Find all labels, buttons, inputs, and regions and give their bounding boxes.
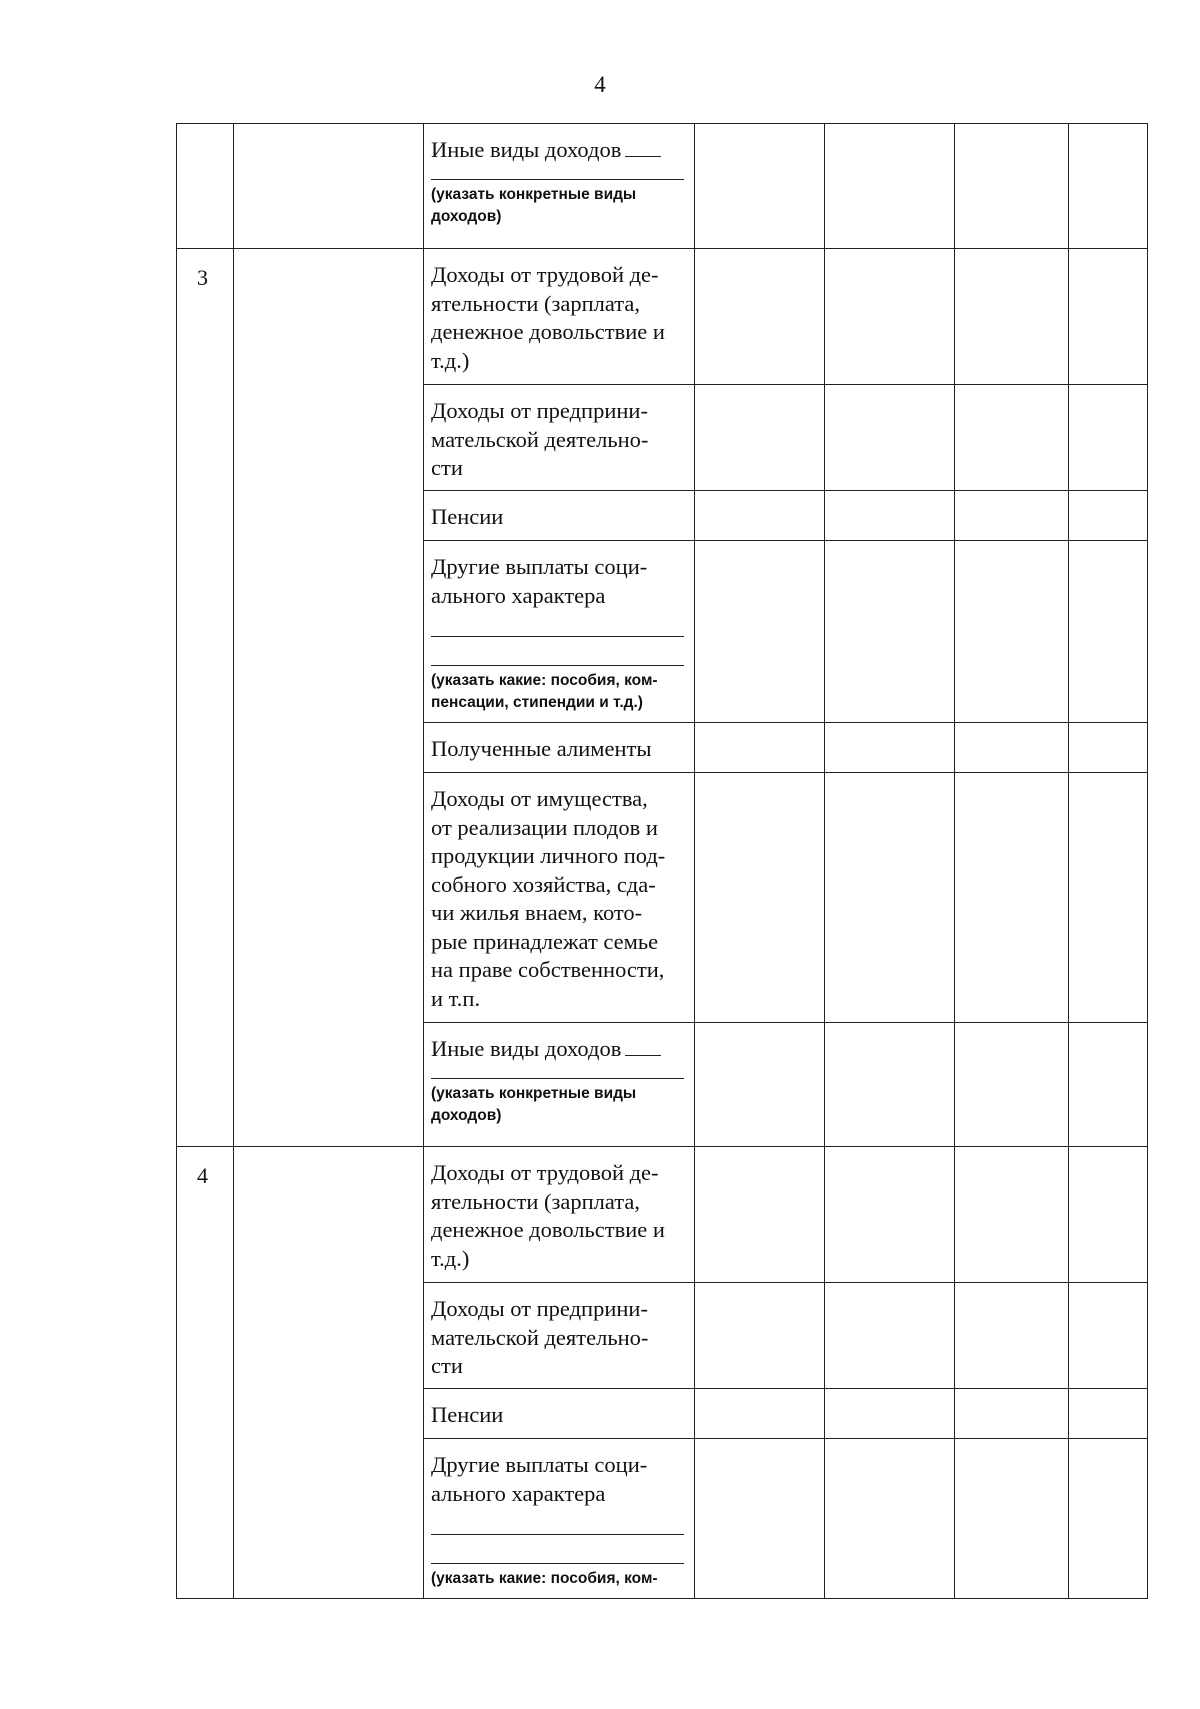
fill-line: [431, 165, 684, 180]
fill-blank: [625, 1037, 661, 1056]
value-cell: [955, 723, 1069, 773]
income-type-cell: [424, 1023, 695, 1147]
text-line: чи жилья внаем, кото-: [431, 900, 643, 925]
value-cell: [825, 1147, 955, 1283]
note-line: (указать конкретные виды: [431, 185, 637, 203]
value-cell: [695, 249, 825, 385]
value-cell: [695, 723, 825, 773]
value-cell: [1069, 385, 1148, 491]
text-line: от реализации плодов и: [431, 814, 658, 840]
value-cell: [1069, 773, 1148, 1023]
value-cell: [825, 1389, 955, 1439]
value-cell: [1069, 1023, 1148, 1147]
value-cell: [695, 124, 825, 249]
text-line: Доходы от трудовой де-: [431, 1160, 659, 1185]
income-type-cell: [424, 385, 695, 491]
value-cell: [1069, 1389, 1148, 1439]
text-line: Доходы от предприни-: [431, 398, 648, 423]
value-cell: [695, 1389, 825, 1439]
value-cell: [825, 124, 955, 249]
fill-line: [431, 1535, 684, 1564]
value-cell: [955, 1439, 1069, 1599]
text-line: Доходы от имущества,: [431, 786, 648, 811]
income-table: [176, 123, 1148, 1599]
value-cell: [695, 1023, 825, 1147]
name-cell: [234, 124, 424, 249]
fill-line: [431, 1508, 684, 1535]
text-line: продукции личного под-: [431, 843, 666, 868]
text-line: Доходы от трудовой де-: [431, 262, 659, 287]
income-type-label: Иные виды доходов: [431, 137, 622, 162]
value-cell: [695, 541, 825, 723]
text-line: денежное довольствие и: [431, 319, 665, 344]
value-cell: [955, 1023, 1069, 1147]
income-type-cell: [424, 723, 695, 773]
text-line: и т.п.: [431, 985, 481, 1011]
value-cell: [1069, 491, 1148, 541]
value-cell: [955, 1389, 1069, 1439]
value-cell: [1069, 1283, 1148, 1389]
value-cell: [955, 1283, 1069, 1389]
value-cell: [955, 249, 1069, 385]
text-line: мательской деятельно-: [431, 426, 649, 452]
note-line: доходов): [431, 207, 502, 225]
fill-line: [431, 637, 684, 666]
value-cell: [1069, 124, 1148, 249]
income-type-cell: [424, 1439, 695, 1599]
value-cell: [955, 773, 1069, 1023]
text-line: сти: [431, 1353, 463, 1378]
text-line: собного хозяйства, сда-: [431, 871, 656, 897]
income-type-cell: [424, 249, 695, 385]
text-line: ятельности (зарплата,: [431, 1188, 641, 1214]
text-line: ятельности (зарплата,: [431, 290, 641, 316]
text-line: Полученные алименты: [431, 736, 652, 761]
value-cell: [825, 773, 955, 1023]
value-cell: [695, 385, 825, 491]
income-type-cell: [424, 491, 695, 541]
table-row: [177, 249, 1148, 385]
note-line: (указать конкретные виды: [431, 1084, 637, 1102]
text-line: Пенсии: [431, 504, 504, 529]
value-cell: [695, 773, 825, 1023]
income-type-cell: [424, 1389, 695, 1439]
value-cell: [825, 1283, 955, 1389]
income-type-label: Иные виды доходов: [431, 1036, 622, 1061]
text-line: ального характера: [431, 582, 606, 608]
value-cell: [1069, 1147, 1148, 1283]
fill-blank: [625, 138, 661, 157]
value-cell: [955, 124, 1069, 249]
value-cell: [955, 491, 1069, 541]
note-line: (указать какие: пособия, ком-: [431, 672, 658, 689]
note-line: пенсации, стипендии и т.д.): [431, 694, 643, 711]
text-line: т.д.): [431, 1245, 470, 1271]
income-type-cell: [424, 1283, 695, 1389]
text-line: Пенсии: [431, 1402, 504, 1427]
page-number: 4: [594, 72, 606, 97]
note-line: доходов): [431, 1106, 502, 1124]
value-cell: [955, 385, 1069, 491]
value-cell: [825, 491, 955, 541]
value-cell: [695, 491, 825, 541]
text-line: на праве собственности,: [431, 957, 665, 982]
income-type-cell: [424, 541, 695, 723]
value-cell: [825, 1023, 955, 1147]
income-type-cell: [424, 1147, 695, 1283]
note-line: (указать какие: пособия, ком-: [431, 1570, 658, 1587]
text-line: рые принадлежат семье: [431, 928, 659, 954]
value-cell: [1069, 1439, 1148, 1599]
text-line: Другие выплаты соци-: [431, 1452, 648, 1477]
value-cell: [1069, 249, 1148, 385]
value-cell: [825, 1439, 955, 1599]
text-line: мательской деятельно-: [431, 1324, 649, 1350]
value-cell: [695, 1439, 825, 1599]
value-cell: [825, 541, 955, 723]
value-cell: [695, 1147, 825, 1283]
text-line: сти: [431, 455, 463, 480]
table-row: [177, 124, 1148, 249]
row-number: 3: [177, 249, 234, 1147]
text-line: Доходы от предприни-: [431, 1296, 648, 1321]
income-type-cell: [424, 773, 695, 1023]
text-line: ального характера: [431, 1480, 606, 1506]
name-cell: [234, 1147, 424, 1599]
table-row: [177, 1147, 1148, 1283]
value-cell: [825, 249, 955, 385]
row-number: 4: [177, 1147, 234, 1599]
text-line: Другие выплаты соци-: [431, 554, 648, 579]
value-cell: [695, 1283, 825, 1389]
fill-line: [431, 610, 684, 637]
income-type-cell: [424, 124, 695, 249]
text-line: т.д.): [431, 347, 470, 373]
number-cell: [177, 124, 234, 249]
fill-line: [431, 1064, 684, 1079]
value-cell: [1069, 723, 1148, 773]
value-cell: [955, 541, 1069, 723]
value-cell: [1069, 541, 1148, 723]
value-cell: [955, 1147, 1069, 1283]
value-cell: [825, 723, 955, 773]
value-cell: [825, 385, 955, 491]
name-cell: [234, 249, 424, 1147]
text-line: денежное довольствие и: [431, 1217, 665, 1242]
